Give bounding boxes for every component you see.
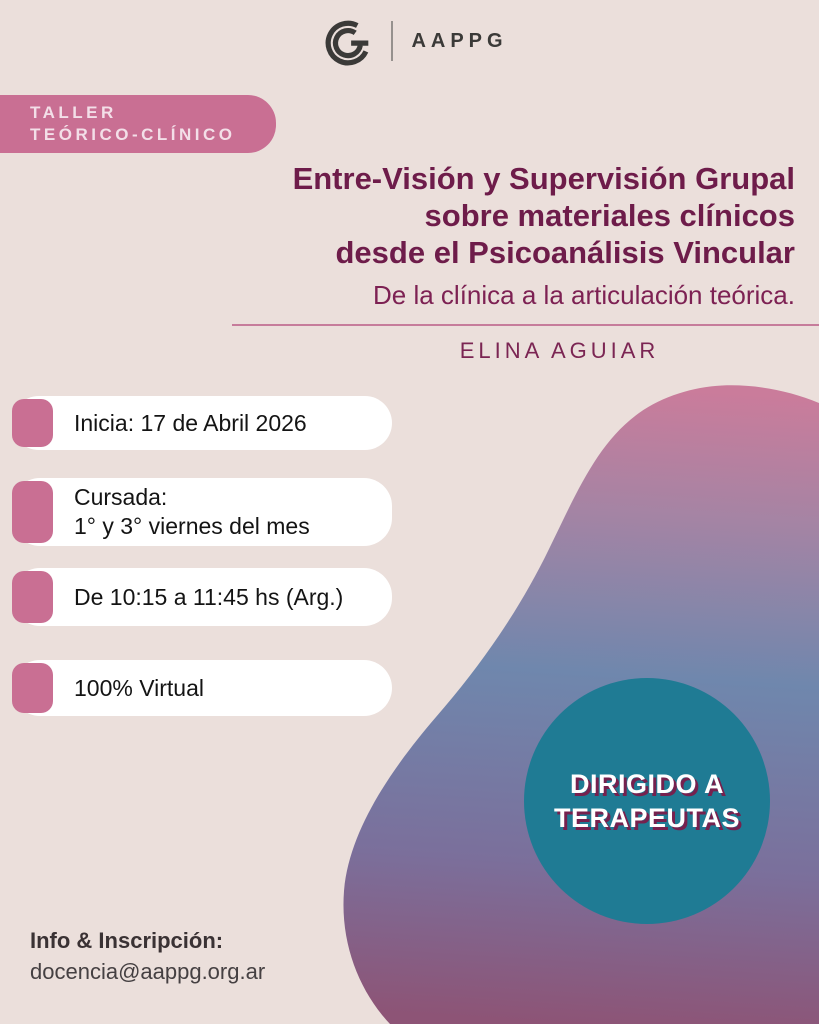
mode-text: 100% Virtual xyxy=(74,674,204,701)
badge-line-2: TEÓRICO-CLÍNICO xyxy=(30,125,236,144)
logo-divider xyxy=(391,21,393,61)
page-title-line-2: sobre materiales clínicos xyxy=(424,198,795,233)
info-row-mode xyxy=(12,660,392,716)
footer-contact xyxy=(30,928,265,985)
info-row-time xyxy=(12,568,392,626)
divider-line xyxy=(232,324,819,326)
schedule-text xyxy=(74,483,310,541)
schedule-line-2: 1° y 3° viernes del mes xyxy=(74,513,310,539)
logo-text: AAPPG xyxy=(411,29,508,52)
subtitle: De la clínica a la articulación teórica. xyxy=(373,280,795,310)
workshop-type-badge xyxy=(0,95,276,153)
pink-bullet-icon xyxy=(12,663,53,713)
info-row-start-date xyxy=(12,396,392,450)
header-logo xyxy=(6,16,819,66)
pink-bullet-icon xyxy=(12,399,53,447)
g-monogram-icon xyxy=(323,16,373,66)
pink-bullet-icon xyxy=(12,481,53,543)
badge-line-1: TALLER xyxy=(30,103,117,122)
title-block xyxy=(150,160,795,311)
page-title-line-3: desde el Psicoanálisis Vincular xyxy=(335,235,795,270)
pink-bullet-icon xyxy=(12,571,53,623)
start-date-text: Inicia: 17 de Abril 2026 xyxy=(74,409,307,436)
schedule-line-1: Cursada: xyxy=(74,484,168,510)
time-text: De 10:15 a 11:45 hs (Arg.) xyxy=(74,583,344,610)
speaker-name: ELINA AGUIAR xyxy=(459,338,660,363)
audience-circle xyxy=(524,678,770,924)
info-row-schedule xyxy=(12,478,392,546)
contact-email: docencia@aappg.org.ar xyxy=(30,959,266,984)
page-title-line-1: Entre-Visión y Supervisión Grupal xyxy=(292,161,795,196)
footer-label: Info & Inscripción: xyxy=(30,928,224,953)
audience-line-2: TERAPEUTAS xyxy=(553,803,740,833)
audience-line-1: DIRIGIDO A xyxy=(569,769,724,799)
